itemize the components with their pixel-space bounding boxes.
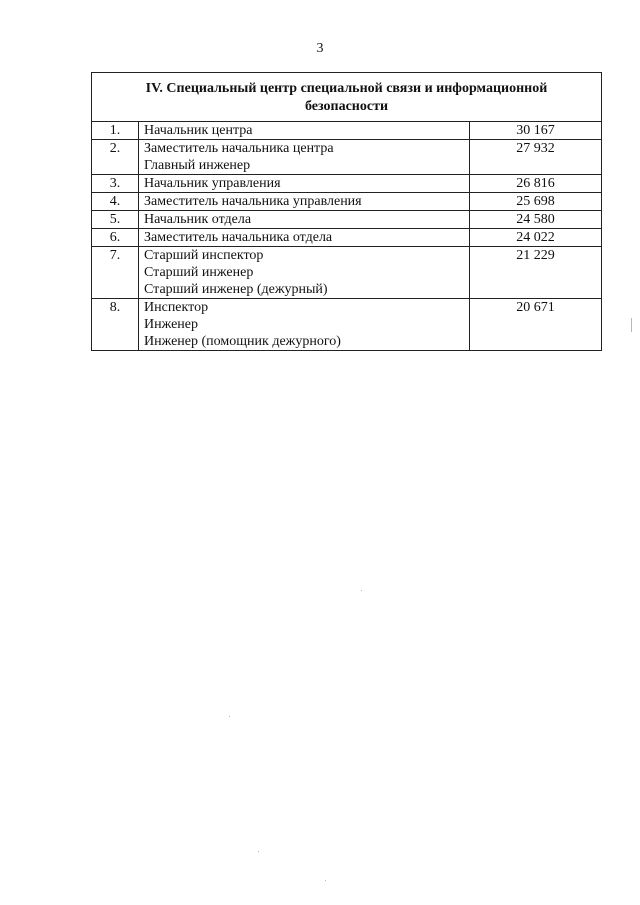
section-title: IV. Специальный центр специальной связи и информационной безопасности [92,73,602,122]
position-title: Заместитель начальника центра [144,141,334,156]
position-cell [139,193,470,211]
position-title: Инженер [144,317,199,332]
table-row [92,299,602,351]
position-cell [139,299,470,351]
position-title: Заместитель начальника отдела [144,230,333,245]
position-cell [139,122,470,140]
row-number: 4. [92,193,139,211]
position-cell [139,211,470,229]
salary-value: 27 932 [470,140,602,175]
position-cell [139,175,470,193]
salary-table [91,72,602,351]
salary-value: 30 167 [470,122,602,140]
scan-speck [229,716,230,717]
salary-value: 26 816 [470,175,602,193]
salary-value: 20 671 [470,299,602,351]
row-number: 3. [92,175,139,193]
position-title: Начальник отдела [144,212,252,227]
table-row [92,122,602,140]
table-row [92,229,602,247]
scan-speck [631,318,632,332]
position-title: Заместитель начальника управления [144,194,362,209]
row-number: 1. [92,122,139,140]
position-cell [139,247,470,299]
position-title: Старший инженер (дежурный) [144,282,328,297]
row-number: 8. [92,299,139,351]
salary-value: 24 580 [470,211,602,229]
position-title: Начальник центра [144,123,253,138]
table-row [92,193,602,211]
table-row [92,175,602,193]
position-title: Главный инженер [144,158,251,173]
position-title: Старший инспектор [144,248,264,263]
page-number: 3 [316,41,324,56]
position-title: Инспектор [144,300,209,315]
position-title: Старший инженер [144,265,254,280]
salary-value: 25 698 [470,193,602,211]
table-row [92,247,602,299]
position-title: Начальник управления [144,176,281,191]
position-cell [139,229,470,247]
row-number: 7. [92,247,139,299]
scan-speck [361,590,362,591]
row-number: 2. [92,140,139,175]
table-row [92,211,602,229]
position-title: Инженер (помощник дежурного) [144,334,341,349]
scan-speck [258,851,259,852]
salary-value: 24 022 [470,229,602,247]
row-number: 6. [92,229,139,247]
salary-value: 21 229 [470,247,602,299]
scan-speck [325,880,326,881]
position-cell [139,140,470,175]
table-row [92,140,602,175]
row-number: 5. [92,211,139,229]
section-header-row [92,73,602,122]
